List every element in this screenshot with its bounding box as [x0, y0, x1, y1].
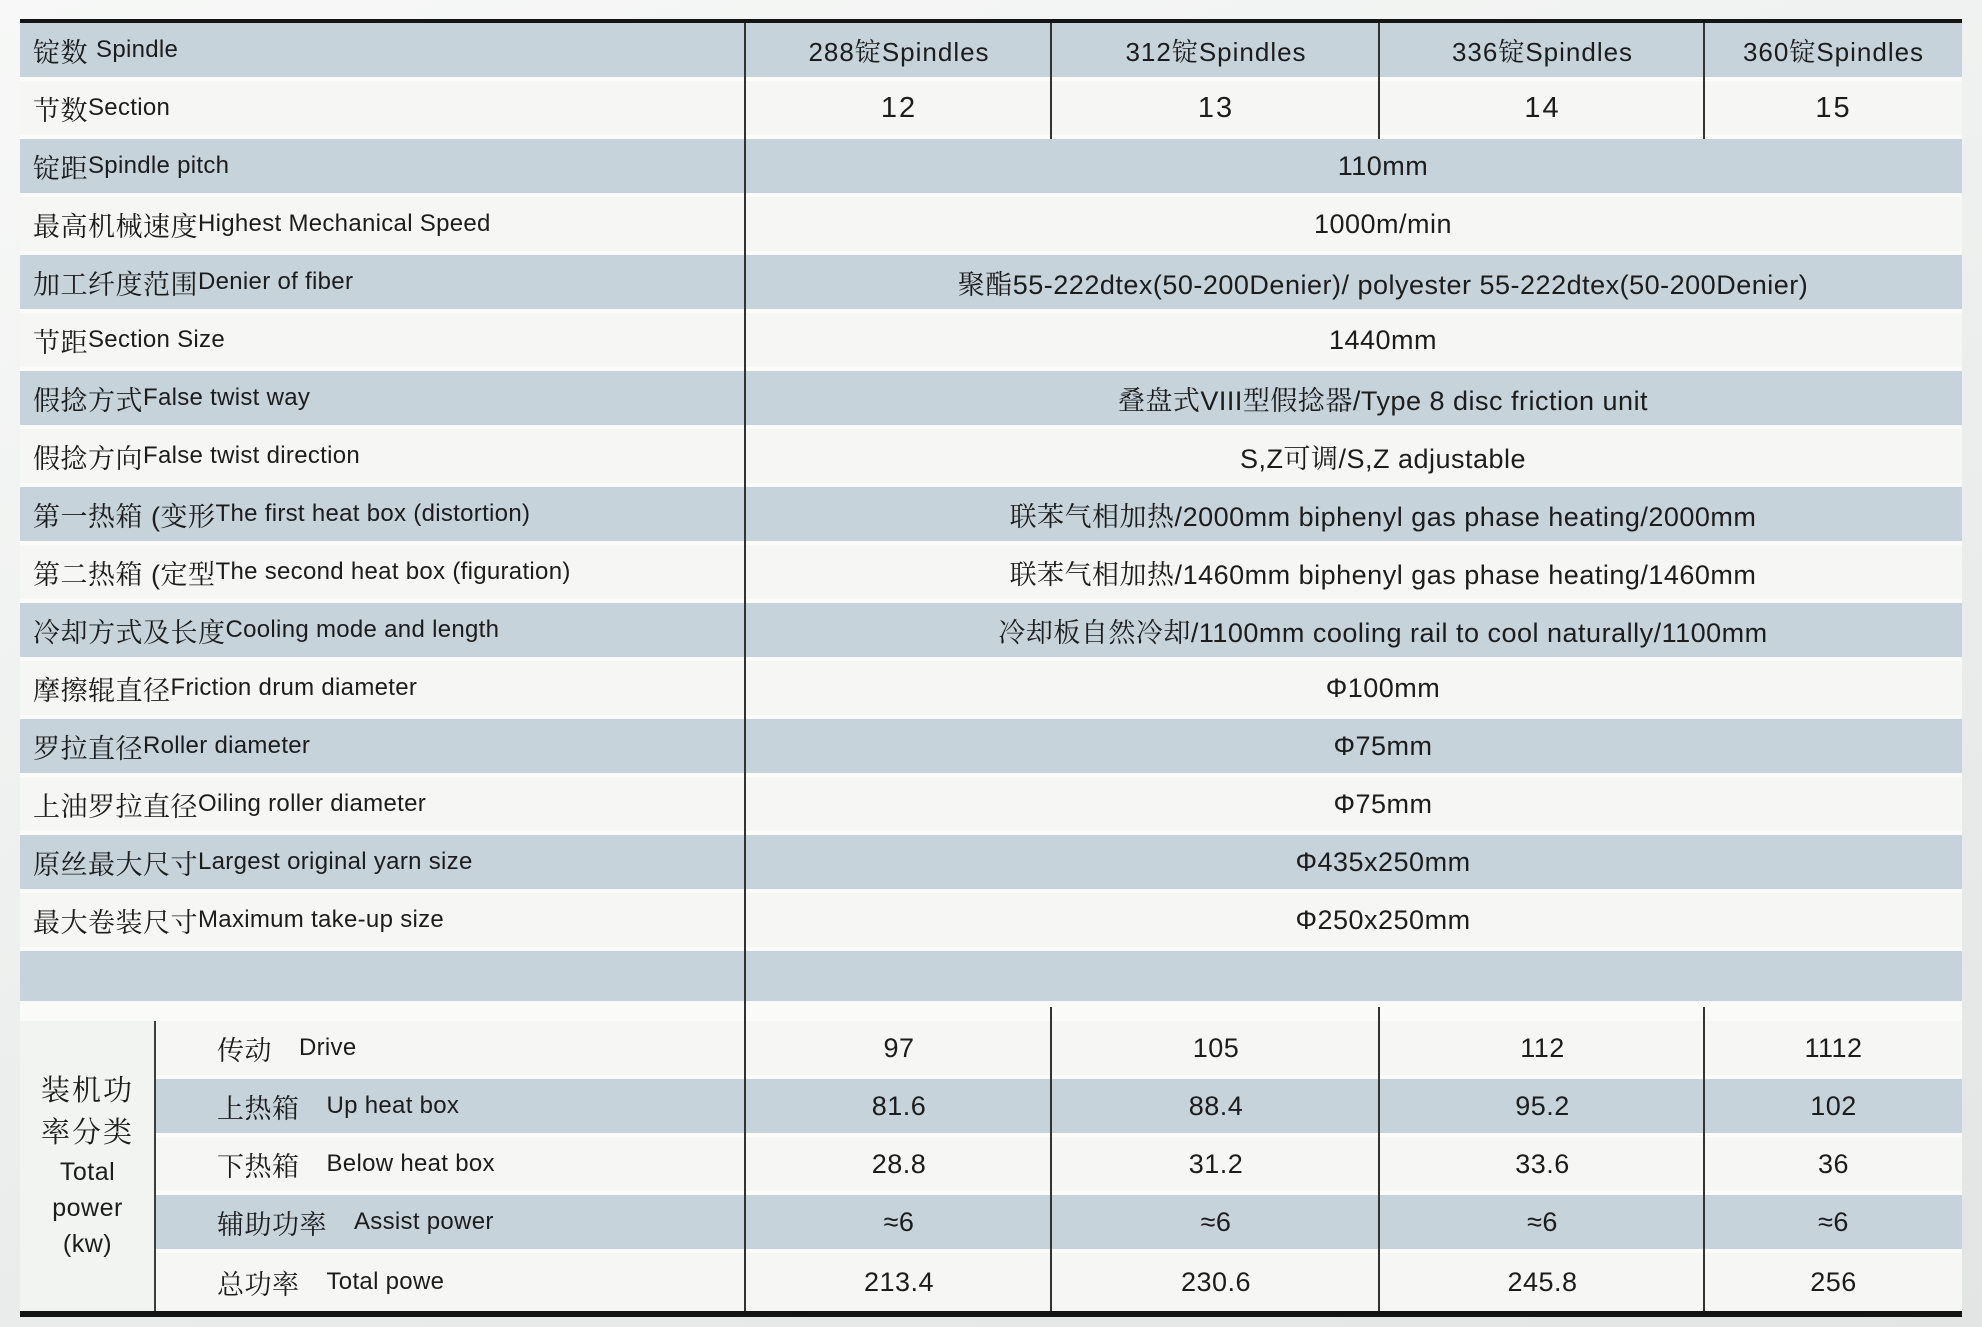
row-label — [20, 371, 746, 425]
power-label-cn: 传动 — [217, 1035, 272, 1066]
row-label-cn: 罗拉直径 — [33, 733, 143, 764]
divider-col3-bottom — [1703, 1007, 1705, 1311]
table-row-false-twist-way — [20, 371, 1962, 429]
row-label-cn: 假捻方式 — [33, 385, 143, 416]
row-value: 联苯气相加热/2000mm biphenyl gas phase heating/2000mm — [1009, 501, 1757, 532]
section-value: 15 — [1815, 91, 1852, 124]
row-value: Φ100mm — [1325, 672, 1441, 703]
column-header-288: 288锭Spindles — [808, 36, 990, 67]
power-label-cn: 下热箱 — [217, 1151, 300, 1182]
column-header-312: 312锭Spindles — [1125, 36, 1307, 67]
row-label-cn: 节数 — [33, 95, 88, 126]
row-value: S,Z可调/S,Z adjustable — [1239, 443, 1527, 474]
table-row-max-speed — [20, 197, 1962, 255]
row-label-en: Section — [88, 94, 171, 121]
section-value: 14 — [1524, 91, 1561, 124]
row-value: Φ435x250mm — [1295, 846, 1471, 877]
row-value: 1000m/min — [1313, 208, 1453, 239]
power-group-en-line: (kw) — [62, 1230, 113, 1258]
power-value: 105 — [1192, 1032, 1240, 1063]
power-value: ≈6 — [883, 1206, 915, 1237]
table-row-friction-drum — [20, 661, 1962, 719]
power-group-cn-line: 率分类 — [40, 1117, 134, 1149]
power-row-label — [155, 1021, 746, 1075]
row-value: 聚酯55-222dtex(50-200Denier)/ polyester 55-222dtex(50-200Denier) — [957, 269, 1809, 300]
power-value: 33.6 — [1515, 1148, 1570, 1179]
row-label — [20, 255, 746, 309]
power-group-en-line: Total — [59, 1158, 116, 1186]
divider-col2-top — [1378, 23, 1380, 139]
power-row-below-heat-box — [20, 1137, 1962, 1195]
power-value: 36 — [1817, 1148, 1850, 1179]
row-label-cn: 第一热箱 (变形 — [33, 501, 216, 532]
table-row-second-heat-box — [20, 545, 1962, 603]
power-value: ≈6 — [1200, 1206, 1232, 1237]
power-label-en: Up heat box — [326, 1092, 460, 1119]
power-label-cn: 上热箱 — [217, 1093, 300, 1124]
row-label — [20, 603, 746, 657]
column-header-336: 336锭Spindles — [1451, 36, 1634, 67]
power-row-drive — [20, 1021, 1962, 1079]
power-row-total-power — [20, 1253, 1962, 1311]
power-row-assist-power — [20, 1195, 1962, 1253]
power-section — [20, 1021, 1962, 1311]
row-label-en: Maximum take-up size — [198, 906, 445, 933]
table-row-false-twist-direction — [20, 429, 1962, 487]
power-row-up-heat-box — [20, 1079, 1962, 1137]
power-value: 28.8 — [871, 1148, 927, 1179]
row-label-en: Spindle — [96, 36, 179, 63]
divider-col3-top — [1703, 23, 1705, 139]
table-row-oiling-roller — [20, 777, 1962, 835]
row-label-cn: 加工纤度范围 — [33, 269, 198, 300]
power-label-en: Drive — [299, 1034, 357, 1061]
divider-label-column — [744, 23, 746, 1311]
power-row-label — [155, 1079, 746, 1133]
row-label — [20, 661, 746, 715]
row-value: 叠盘式VIII型假捻器/Type 8 disc friction unit — [1117, 385, 1649, 416]
row-value: 冷却板自然冷却/1100mm cooling rail to cool naturally/1100mm — [998, 617, 1768, 648]
table-row-section-size — [20, 313, 1962, 371]
row-label-cn: 原丝最大尺寸 — [33, 849, 198, 880]
row-label-cn: 冷却方式及长度 — [33, 617, 226, 648]
power-row-label — [155, 1253, 746, 1311]
power-group-label — [20, 1021, 155, 1311]
table-row-first-heat-box — [20, 487, 1962, 545]
row-label — [20, 139, 746, 193]
row-label-en: Highest Mechanical Speed — [198, 210, 491, 237]
row-label-en: Oiling roller diameter — [198, 790, 427, 817]
row-label — [20, 545, 746, 599]
row-label — [20, 893, 746, 947]
power-label-en: Below heat box — [326, 1150, 495, 1177]
row-label — [20, 313, 746, 367]
row-value: Φ75mm — [1333, 788, 1433, 819]
power-value: 81.6 — [871, 1090, 927, 1121]
power-label-cn: 总功率 — [217, 1269, 300, 1300]
power-value: 97 — [883, 1032, 915, 1063]
divider-col2-bottom — [1378, 1007, 1380, 1311]
row-label-en: The second heat box (figuration) — [215, 558, 571, 585]
row-label-en: Spindle pitch — [88, 152, 230, 179]
row-label-cn: 上油罗拉直径 — [33, 791, 198, 822]
power-group-cn-line: 装机功 — [40, 1075, 134, 1107]
power-value: 102 — [1810, 1090, 1857, 1121]
row-label-cn: 锭数 — [33, 37, 97, 68]
row-label-en: Denier of fiber — [198, 268, 354, 295]
row-label-en: The first heat box (distortion) — [215, 500, 531, 527]
table-row-largest-yarn — [20, 835, 1962, 893]
row-value: Φ75mm — [1333, 730, 1433, 761]
power-label-en: Total powe — [326, 1268, 445, 1295]
power-value: ≈6 — [1818, 1206, 1849, 1237]
section-value: 13 — [1197, 91, 1235, 124]
row-label — [20, 719, 746, 773]
row-label-en: Cooling mode and length — [225, 616, 500, 643]
table-row-spindle-header — [20, 23, 1962, 81]
row-label-cn: 锭距 — [33, 153, 88, 184]
row-label — [20, 429, 746, 483]
column-header-360: 360锭Spindles — [1742, 36, 1925, 67]
row-value: 联苯气相加热/1460mm biphenyl gas phase heating/1460mm — [1009, 559, 1757, 590]
row-label — [20, 835, 746, 889]
row-label-en: Friction drum diameter — [170, 674, 418, 701]
row-label-en: Largest original yarn size — [198, 848, 473, 875]
power-value: 88.4 — [1188, 1090, 1244, 1121]
power-row-label — [155, 1195, 746, 1249]
table-row-roller-diameter — [20, 719, 1962, 777]
row-label — [20, 487, 746, 541]
power-value: 1112 — [1804, 1032, 1863, 1063]
row-label-en: False twist direction — [143, 442, 361, 469]
power-value: 95.2 — [1515, 1090, 1570, 1121]
power-row-label — [155, 1137, 746, 1191]
power-group-en-line: power — [52, 1194, 123, 1222]
table-row-section — [20, 81, 1962, 139]
row-label — [20, 197, 746, 251]
divider-col1-bottom — [1050, 1007, 1052, 1311]
section-value: 12 — [880, 91, 918, 124]
power-value: 112 — [1520, 1032, 1565, 1063]
table-row-cooling — [20, 603, 1962, 661]
row-label-cn: 最高机械速度 — [33, 211, 198, 242]
power-label-cn: 辅助功率 — [217, 1209, 327, 1240]
row-label-en: Section Size — [88, 326, 226, 353]
section-gap — [20, 1001, 1962, 1021]
power-value: 245.8 — [1507, 1266, 1578, 1297]
divider-col1-top — [1050, 23, 1052, 139]
row-label-spindle — [20, 23, 746, 77]
machine-spec-table — [20, 19, 1962, 1317]
row-label-cn: 节距 — [33, 327, 88, 358]
divider-power-group — [154, 1021, 156, 1311]
row-label-en: Roller diameter — [143, 732, 311, 759]
row-label-cn: 最大卷装尺寸 — [33, 907, 198, 938]
power-value: ≈6 — [1527, 1206, 1558, 1237]
row-value: 1440mm — [1328, 324, 1438, 355]
power-value: 256 — [1810, 1266, 1857, 1297]
row-label-cn: 摩擦辊直径 — [33, 675, 171, 706]
row-label — [20, 777, 746, 831]
table-row-denier — [20, 255, 1962, 313]
row-label-cn: 假捻方向 — [33, 443, 143, 474]
row-label-en: False twist way — [143, 384, 311, 411]
row-label-cn: 第二热箱 (定型 — [33, 559, 216, 590]
table-row-spindle-pitch — [20, 139, 1962, 197]
row-value: Φ250x250mm — [1295, 904, 1471, 935]
table-row-max-takeup — [20, 893, 1962, 951]
power-label-en: Assist power — [354, 1208, 494, 1235]
power-value: 213.4 — [863, 1266, 935, 1297]
row-value: 110mm — [1337, 150, 1429, 181]
empty-band-row — [20, 951, 1962, 1001]
power-value: 31.2 — [1188, 1148, 1244, 1179]
row-label-section — [20, 81, 746, 135]
power-value: 230.6 — [1180, 1266, 1252, 1297]
